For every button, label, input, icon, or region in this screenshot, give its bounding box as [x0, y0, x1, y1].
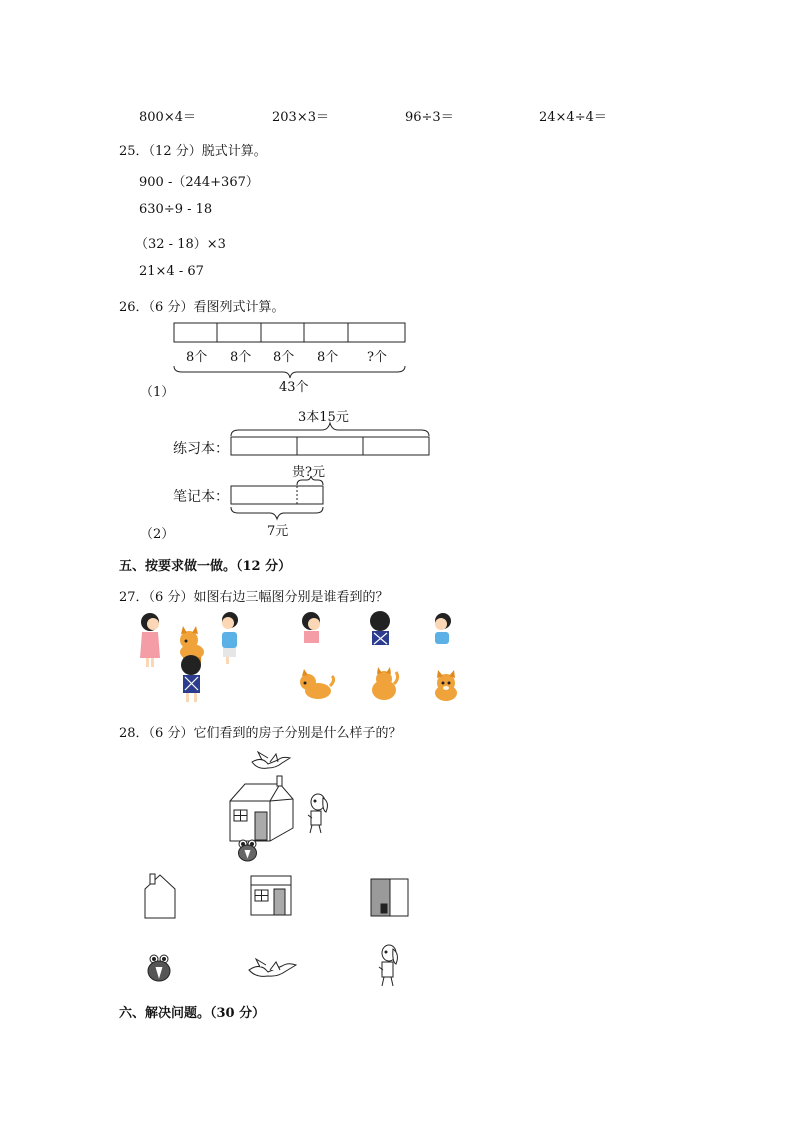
- section-6-title: 六、解决问题。（30 分）: [119, 1006, 266, 1021]
- question-26-title: 26．（6 分）看图列式计算。: [119, 300, 285, 315]
- question-28-title: 28．（6 分）它们看到的房子分别是什么样子的？: [119, 726, 402, 741]
- part1-label: （1）: [140, 385, 175, 400]
- calc-item-3: 96÷3＝: [405, 110, 454, 125]
- diff-label: 贵?元: [292, 465, 325, 480]
- top-total-label: 3本15元: [298, 410, 349, 425]
- calc-item-1: 800×4＝: [139, 110, 196, 125]
- frog-answer-icon: [148, 955, 170, 981]
- segment-label-5: ?个: [367, 350, 387, 365]
- segment-label-4: 8个: [317, 350, 339, 365]
- question-25-title: 25．（12 分）脱式计算。: [119, 144, 267, 159]
- calc-item-4: 24×4÷4＝: [539, 110, 607, 125]
- question-27-title: 27．（6 分）如图右边三幅图分别是谁看到的？: [119, 590, 389, 605]
- q25-item-3: （32 - 18）×3: [135, 237, 226, 252]
- total-label: 43个: [279, 380, 309, 395]
- calc-item-2: 203×3＝: [272, 110, 329, 125]
- frog-icon: [239, 840, 257, 861]
- part2-label: （2）: [140, 527, 175, 542]
- house-front-view: [251, 876, 291, 915]
- notebook-label: 笔记本：: [173, 489, 229, 505]
- house-3d: [230, 776, 293, 841]
- q25-item-4: 21×4 - 67: [139, 264, 204, 279]
- bird-answer-icon: [249, 959, 296, 976]
- bird-icon: [252, 752, 290, 768]
- house-top-view: [371, 879, 408, 916]
- segment-label-1: 8个: [186, 350, 208, 365]
- dog-icon: [308, 794, 327, 833]
- dog-answer-icon: [379, 945, 397, 986]
- section-5-title: 五、按要求做一做。（12 分）: [119, 559, 292, 574]
- bottom-total-label: 7元: [267, 524, 289, 539]
- q25-item-2: 630÷9 - 18: [139, 202, 213, 217]
- segment-label-2: 8个: [230, 350, 252, 365]
- segment-label-3: 8个: [273, 350, 295, 365]
- q25-item-1: 900 -（244+367）: [139, 175, 259, 190]
- house-side-view: [145, 874, 175, 918]
- exercise-book-label: 练习本：: [173, 441, 229, 457]
